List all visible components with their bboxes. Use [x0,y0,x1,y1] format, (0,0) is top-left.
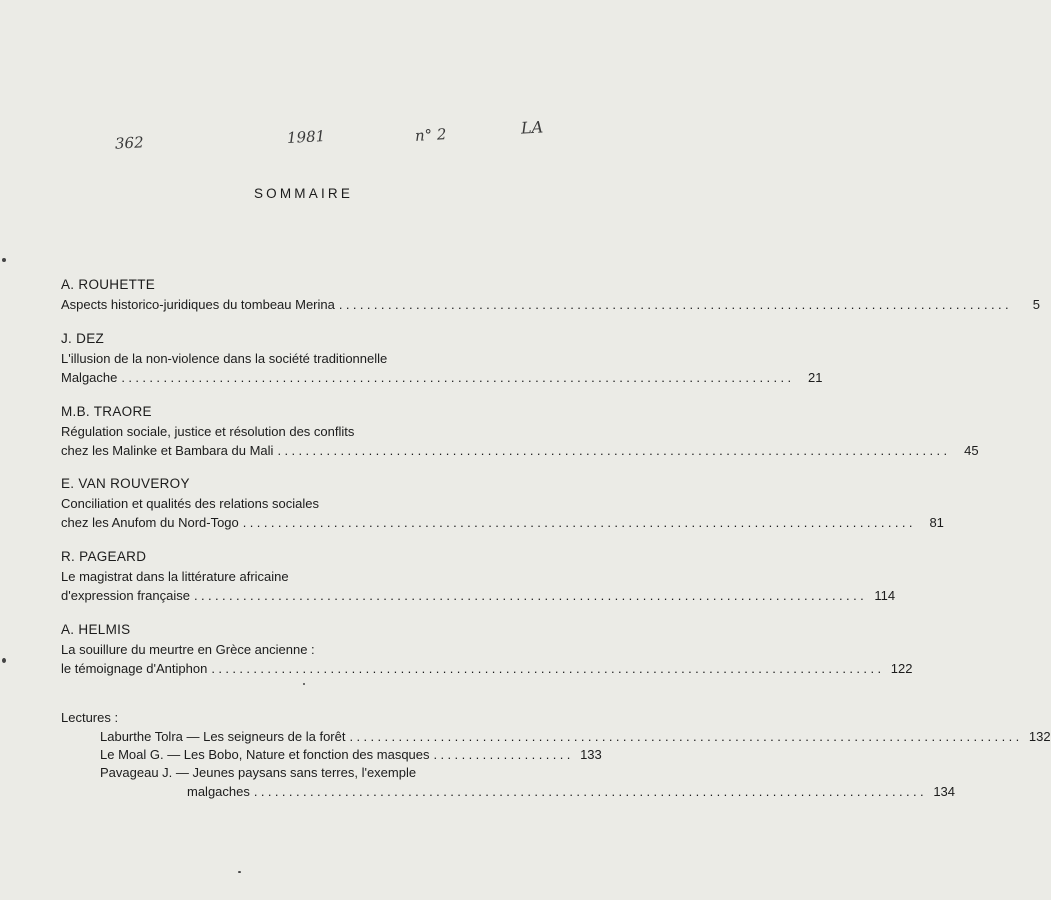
toc-title: L'illusion de la non-violence dans la société traditionnelle [61,351,388,366]
toc-title: Conciliation et qualités des relations sociales [61,496,319,511]
toc-title-cont: chez les Anufom du Nord-Togo [61,515,239,530]
toc-author: R. PAGEARD [61,549,147,564]
dot-leader: ................................................................................................ [211,661,885,676]
toc-line [61,513,944,532]
toc-entry [61,275,1040,314]
toc-line [61,494,511,513]
toc-page-number: 133 [580,747,602,762]
toc-entry [61,329,823,387]
toc-author: A. HELMIS [61,622,131,637]
dot-leader: ................................................................................................ [349,729,1023,744]
toc-title-cont: Malgache [61,370,118,385]
toc-line [61,349,511,368]
toc-author: E. VAN ROUVEROY [61,476,190,491]
toc-entry [61,402,979,460]
handwritten-note: LA [520,117,544,138]
toc-line [61,422,511,441]
toc-title: La souillure du meurtre en Grèce ancienne : [61,642,315,657]
toc-line [100,764,511,783]
dot-leader: ................................................................................................ [253,784,928,799]
dot-leader: ................................................................................................ [338,297,1012,312]
toc-author: A. ROUHETTE [61,277,156,292]
toc-entry [61,547,896,605]
toc-title-cont: chez les Malinke et Bambara du Mali [61,443,274,458]
lecture-title: Pavageau J. — Jeunes paysans sans terres, l'exemple [100,765,417,780]
toc-line [100,783,956,802]
scan-speck [2,658,6,663]
scan-speck [2,258,6,262]
toc-author: M.B. TRAORE [61,404,152,419]
toc-title: Le magistrat dans la littérature africaine [61,569,289,584]
toc-line [61,368,823,387]
dot-leader: ................................................................................................ [193,588,868,603]
dot-leader: ................................................................................................ [277,443,951,458]
toc-title-cont: d'expression française [61,588,190,603]
handwritten-note: n° 2 [414,125,447,145]
scan-speck [303,683,305,685]
scan-speck [238,871,241,873]
lectures-heading: Lectures : [61,710,119,725]
toc-page-number: 114 [874,588,896,603]
toc-line [61,586,896,605]
toc-page-number: 122 [890,661,913,676]
toc-line [61,659,913,678]
lecture-title: Laburthe Tolra — Les seigneurs de la forêt [100,729,346,744]
toc-title-cont: le témoignage d'Antiphon [61,661,208,676]
dot-leader: ................................................................................................ [242,515,916,530]
toc-line [100,728,1051,747]
toc-page-number: 21 [808,370,823,385]
lecture-title-cont: malgaches [187,784,250,799]
toc-page-number: 5 [1032,297,1040,312]
toc-title: Régulation sociale, justice et résolution des conflits [61,424,355,439]
toc-entry [61,474,944,532]
toc-page-number: 45 [964,443,979,458]
toc-line [61,295,1040,314]
handwritten-note: 362 [114,133,145,153]
dot-leader: .................... [433,747,574,762]
lecture-title: Le Moal G. — Les Bobo, Nature et fonction des masques [100,747,430,762]
toc-page-number: 134 [933,784,956,799]
toc-line [61,441,979,460]
toc-page-number: 132 [1028,729,1051,744]
toc-line [61,567,511,586]
lecture-item [100,728,1051,747]
toc-title: Aspects historico-juridiques du tombeau Merina [61,297,335,312]
toc-line [100,746,602,765]
toc-page-number: 81 [929,515,944,530]
toc-line [61,640,511,659]
lecture-item [100,746,602,765]
page-title: SOMMAIRE [253,186,354,201]
handwritten-note: 1981 [286,127,326,147]
dot-leader: ................................................................................................ [121,370,795,385]
toc-entry [61,620,913,678]
lecture-item [100,764,956,802]
toc-author: J. DEZ [61,331,105,346]
